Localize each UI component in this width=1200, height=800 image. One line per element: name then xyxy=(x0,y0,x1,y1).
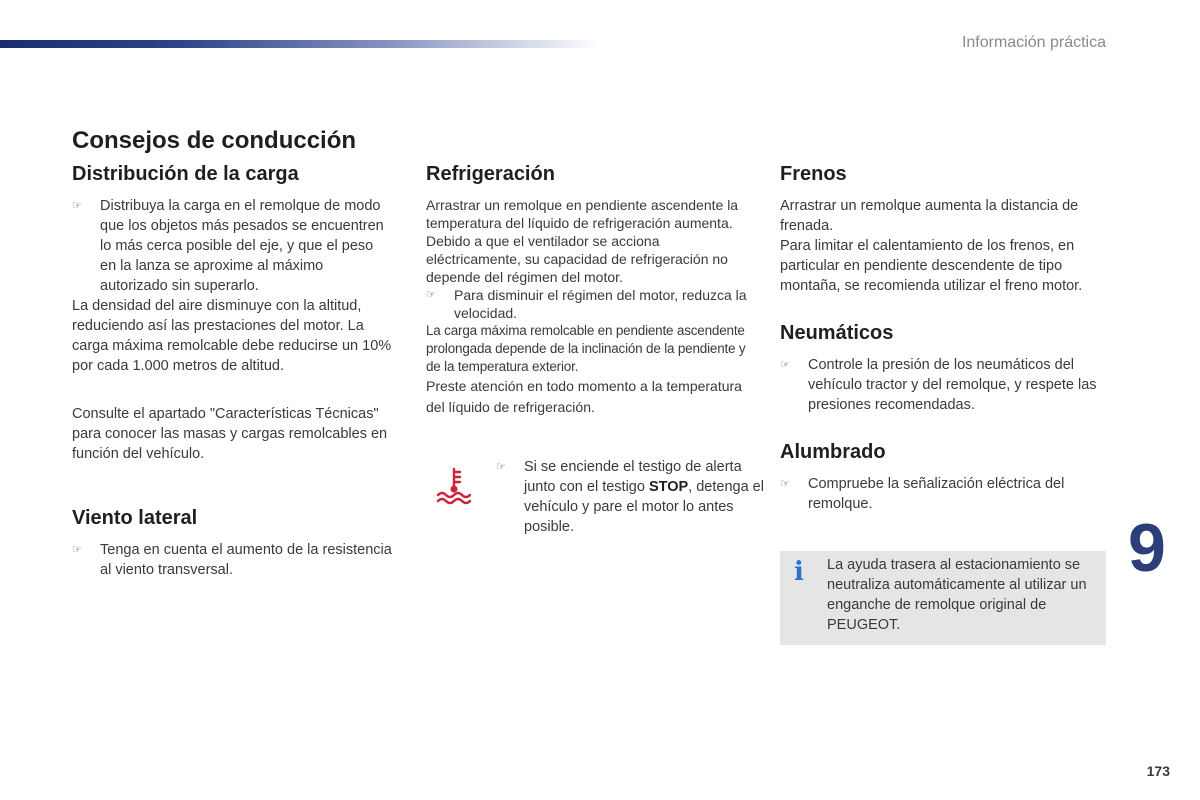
heading-crosswind: Viento lateral xyxy=(72,507,198,529)
bullet-text: Tenga en cuenta el aumento de la resistencia al viento transversal. xyxy=(100,542,392,578)
heading-brakes: Frenos xyxy=(780,163,847,185)
heading-cooling: Refrigeración xyxy=(426,163,555,185)
coolant-temperature-icon xyxy=(434,465,474,505)
heading-load-distribution: Distribución de la carga xyxy=(72,163,299,185)
pointing-hand-icon: ☞ xyxy=(72,544,82,556)
bullet-text-a: Si se enciende el testigo de alerta junto con el testigo xyxy=(524,459,742,495)
bullet-text: Distribuya la carga en el remolque de modo que los objetos más pesados se encuentren lo más cerca posible del eje, y que el peso en la lanza se aproxime al máximo autorizado sin superarlo. xyxy=(100,198,384,294)
stop-label: STOP xyxy=(648,479,689,495)
list-item xyxy=(72,196,392,296)
bullet-text-b: , detenga el vehículo y pare el motor lo antes posible. xyxy=(524,479,764,535)
paragraph: Para limitar el calentamiento de los frenos, en particular en pendiente descendente de tipo montaña, se recomienda utilizar el freno motor. xyxy=(780,238,1083,294)
list-item xyxy=(780,355,1106,415)
paragraph: La densidad del aire disminuye con la altitud, reduciendo así las prestaciones del motor. La carga máxima remolcable debe reducirse un 10% por cada 1.000 metros de altitud. xyxy=(72,298,392,374)
paragraph: Preste atención en todo momento a la temperatura del líquido de refrigeración. xyxy=(426,378,742,415)
list-item xyxy=(426,286,756,322)
paragraph: La carga máxima remolcable en pendiente ascendente prolongada depende de la inclinación de la pendiente y de la temperatura exterior. xyxy=(426,323,746,374)
section-label: Información práctica xyxy=(961,34,1106,51)
bullet-text: Controle la presión de los neumáticos del vehículo tractor y del remolque, y respete las presiones recomendadas. xyxy=(808,357,1097,413)
paragraph: Consulte el apartado "Características Técnicas" para conocer las masas y cargas remolcables en función del vehículo. xyxy=(72,406,388,462)
paragraph: Debido a que el ventilador se acciona eléctricamente, su capacidad de refrigeración no depende del régimen del motor. xyxy=(426,233,728,285)
heading-tyres: Neumáticos xyxy=(780,322,894,344)
heading-lighting: Alumbrado xyxy=(780,441,886,463)
page-number: 173 xyxy=(1146,763,1170,779)
warning-note xyxy=(426,457,764,547)
paragraph: Arrastrar un remolque aumenta la distancia de frenada. xyxy=(780,198,1079,234)
list-item xyxy=(72,540,392,580)
bullet-text: Compruebe la señalización eléctrica del remolque. xyxy=(808,476,1065,512)
info-box xyxy=(780,551,1106,645)
chapter-number: 9 xyxy=(1128,510,1166,586)
section-crosswind xyxy=(72,507,392,580)
column-middle xyxy=(426,163,756,418)
info-text: La ayuda trasera al estacionamiento se neutraliza automáticamente al utilizar un enganche de remolque original de PEUGEOT. xyxy=(827,557,1087,633)
list-item xyxy=(780,474,1106,514)
page-title: Consejos de conducción xyxy=(72,127,357,154)
column-right xyxy=(780,163,1106,514)
column-left xyxy=(72,163,392,464)
pointing-hand-icon: ☞ xyxy=(780,359,790,371)
list-item xyxy=(496,457,774,537)
pointing-hand-icon: ☞ xyxy=(496,461,506,473)
pointing-hand-icon: ☞ xyxy=(780,478,790,490)
paragraph: Arrastrar un remolque en pendiente ascendente la temperatura del líquido de refrigeración aumenta. xyxy=(426,197,739,231)
info-icon: i xyxy=(794,557,804,587)
pointing-hand-icon: ☞ xyxy=(426,289,436,301)
bullet-text: Para disminuir el régimen del motor, reduzca la velocidad. xyxy=(454,287,747,321)
pointing-hand-icon: ☞ xyxy=(72,200,82,212)
header-gradient-bar xyxy=(0,40,600,48)
